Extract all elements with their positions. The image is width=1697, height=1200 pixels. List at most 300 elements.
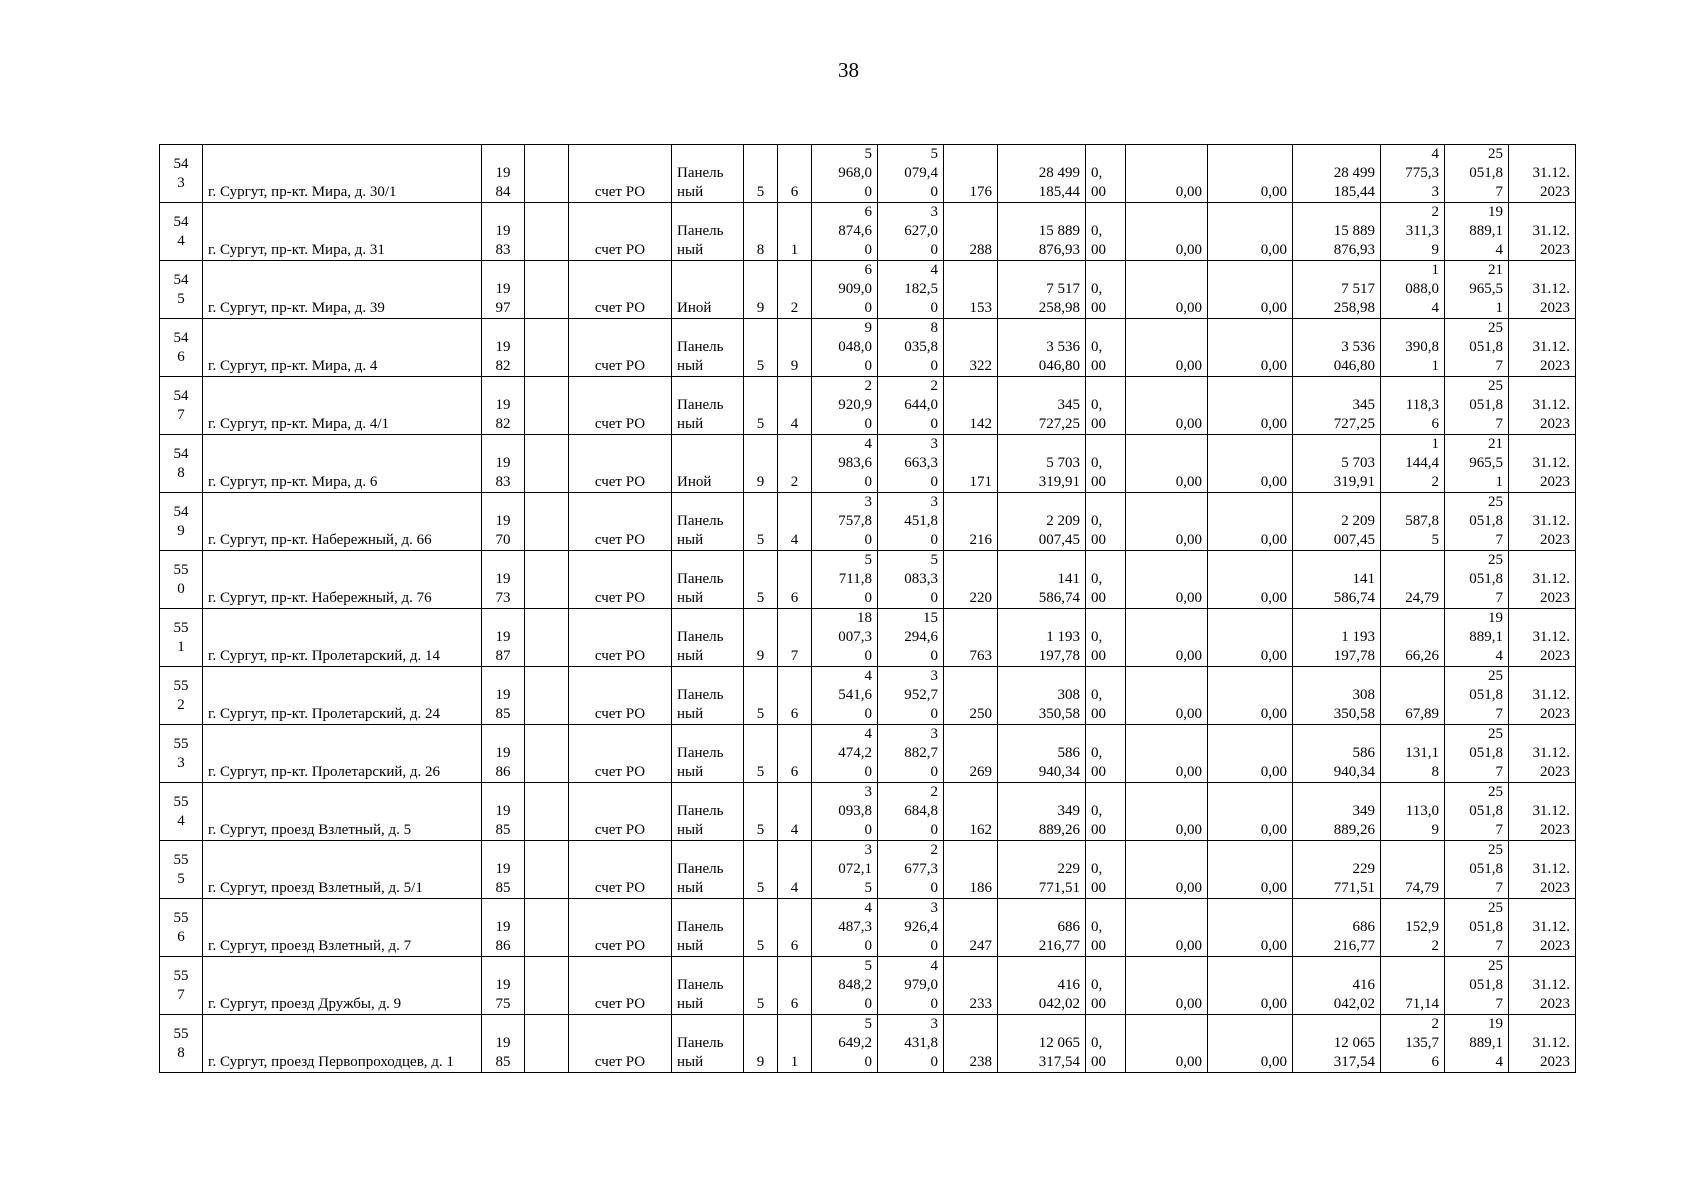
residents-cell: 250	[944, 667, 998, 725]
empty-cell	[525, 261, 569, 319]
year-cell: 19 83	[482, 203, 525, 261]
limit-cell: 25 051,8 7	[1445, 319, 1509, 377]
area-living-cell: 5 079,4 0	[878, 145, 944, 203]
area-total-cell: 3 757,8 0	[812, 493, 878, 551]
area-living-cell: 3 952,7 0	[878, 667, 944, 725]
floors-cell: 5	[744, 783, 778, 841]
cost-per-m2-cell: 2 311,3 9	[1381, 203, 1445, 261]
area-total-cell: 3 072,1 5	[812, 841, 878, 899]
cost-total-cell: 349 889,26	[998, 783, 1086, 841]
limit-cell: 25 051,8 7	[1445, 725, 1509, 783]
floors-cell: 9	[744, 609, 778, 667]
residents-cell: 186	[944, 841, 998, 899]
source-cell: счет РО	[569, 899, 672, 957]
cost-fund-cell: 416 042,02	[1293, 957, 1381, 1015]
date-cell: 31.12. 2023	[1509, 667, 1576, 725]
cost-per-m2-cell: 152,9 2	[1381, 899, 1445, 957]
cost-fund-cell: 15 889 876,93	[1293, 203, 1381, 261]
address-cell: г. Сургут, пр-кт. Набережный, д. 66	[203, 493, 482, 551]
row-number: 54 3	[160, 145, 203, 203]
limit-cell: 25 051,8 7	[1445, 377, 1509, 435]
row-number: 55 4	[160, 783, 203, 841]
col-b-cell: 0,00	[1126, 551, 1208, 609]
material-cell: Панель ный	[672, 145, 744, 203]
residents-cell: 171	[944, 435, 998, 493]
residents-cell: 176	[944, 145, 998, 203]
address-cell: г. Сургут, пр-кт. Мира, д. 31	[203, 203, 482, 261]
limit-cell: 25 051,8 7	[1445, 667, 1509, 725]
col-b-cell: 0,00	[1126, 899, 1208, 957]
col-a-cell: 0, 00	[1086, 203, 1126, 261]
year-cell: 19 85	[482, 783, 525, 841]
table-row	[160, 493, 1576, 551]
cost-fund-cell: 2 209 007,45	[1293, 493, 1381, 551]
table-row	[160, 435, 1576, 493]
col-a-cell: 0, 00	[1086, 1015, 1126, 1073]
page-number: 38	[838, 58, 859, 82]
col-c-cell: 0,00	[1208, 261, 1293, 319]
area-total-cell: 5 711,8 0	[812, 551, 878, 609]
area-living-cell: 3 431,8 0	[878, 1015, 944, 1073]
cost-total-cell: 416 042,02	[998, 957, 1086, 1015]
table-row	[160, 551, 1576, 609]
area-total-cell: 4 474,2 0	[812, 725, 878, 783]
entrances-cell: 4	[778, 377, 812, 435]
material-cell: Панель ный	[672, 609, 744, 667]
table-row	[160, 899, 1576, 957]
col-a-cell: 0, 00	[1086, 899, 1126, 957]
address-cell: г. Сургут, пр-кт. Мира, д. 39	[203, 261, 482, 319]
entrances-cell: 4	[778, 783, 812, 841]
material-cell: Панель ный	[672, 841, 744, 899]
col-a-cell: 0, 00	[1086, 725, 1126, 783]
col-c-cell: 0,00	[1208, 145, 1293, 203]
date-cell: 31.12. 2023	[1509, 203, 1576, 261]
col-c-cell: 0,00	[1208, 203, 1293, 261]
date-cell: 31.12. 2023	[1509, 261, 1576, 319]
entrances-cell: 6	[778, 551, 812, 609]
address-cell: г. Сургут, пр-кт. Пролетарский, д. 14	[203, 609, 482, 667]
area-total-cell: 5 848,2 0	[812, 957, 878, 1015]
address-cell: г. Сургут, пр-кт. Набережный, д. 76	[203, 551, 482, 609]
col-b-cell: 0,00	[1126, 609, 1208, 667]
source-cell: счет РО	[569, 261, 672, 319]
cost-total-cell: 686 216,77	[998, 899, 1086, 957]
cost-total-cell: 308 350,58	[998, 667, 1086, 725]
limit-cell: 21 965,5 1	[1445, 435, 1509, 493]
address-cell: г. Сургут, пр-кт. Пролетарский, д. 26	[203, 725, 482, 783]
col-c-cell: 0,00	[1208, 783, 1293, 841]
material-cell: Панель ный	[672, 899, 744, 957]
area-living-cell: 4 979,0 0	[878, 957, 944, 1015]
cost-per-m2-cell: 74,79	[1381, 841, 1445, 899]
cost-fund-cell: 141 586,74	[1293, 551, 1381, 609]
cost-per-m2-cell: 66,26	[1381, 609, 1445, 667]
cost-total-cell: 7 517 258,98	[998, 261, 1086, 319]
residents-cell: 288	[944, 203, 998, 261]
limit-cell: 25 051,8 7	[1445, 783, 1509, 841]
cost-fund-cell: 345 727,25	[1293, 377, 1381, 435]
cost-fund-cell: 308 350,58	[1293, 667, 1381, 725]
entrances-cell: 1	[778, 1015, 812, 1073]
col-b-cell: 0,00	[1126, 493, 1208, 551]
col-a-cell: 0, 00	[1086, 377, 1126, 435]
cost-per-m2-cell: 118,3 6	[1381, 377, 1445, 435]
col-b-cell: 0,00	[1126, 1015, 1208, 1073]
cost-fund-cell: 229 771,51	[1293, 841, 1381, 899]
entrances-cell: 6	[778, 145, 812, 203]
floors-cell: 8	[744, 203, 778, 261]
source-cell: счет РО	[569, 145, 672, 203]
material-cell: Панель ный	[672, 319, 744, 377]
date-cell: 31.12. 2023	[1509, 551, 1576, 609]
empty-cell	[525, 551, 569, 609]
residents-cell: 162	[944, 783, 998, 841]
floors-cell: 5	[744, 319, 778, 377]
table-row	[160, 783, 1576, 841]
area-total-cell: 18 007,3 0	[812, 609, 878, 667]
col-c-cell: 0,00	[1208, 551, 1293, 609]
material-cell: Панель ный	[672, 203, 744, 261]
cost-total-cell: 15 889 876,93	[998, 203, 1086, 261]
date-cell: 31.12. 2023	[1509, 841, 1576, 899]
entrances-cell: 6	[778, 725, 812, 783]
year-cell: 19 83	[482, 435, 525, 493]
entrances-cell: 9	[778, 319, 812, 377]
col-a-cell: 0, 00	[1086, 609, 1126, 667]
cost-per-m2-cell: 67,89	[1381, 667, 1445, 725]
source-cell: счет РО	[569, 667, 672, 725]
area-total-cell: 3 093,8 0	[812, 783, 878, 841]
limit-cell: 25 051,8 7	[1445, 957, 1509, 1015]
floors-cell: 9	[744, 435, 778, 493]
year-cell: 19 73	[482, 551, 525, 609]
material-cell: Панель ный	[672, 667, 744, 725]
cost-per-m2-cell: 113,0 9	[1381, 783, 1445, 841]
row-number: 54 5	[160, 261, 203, 319]
limit-cell: 25 051,8 7	[1445, 493, 1509, 551]
cost-per-m2-cell: 1 144,4 2	[1381, 435, 1445, 493]
col-c-cell: 0,00	[1208, 377, 1293, 435]
row-number: 54 9	[160, 493, 203, 551]
date-cell: 31.12. 2023	[1509, 377, 1576, 435]
date-cell: 31.12. 2023	[1509, 319, 1576, 377]
date-cell: 31.12. 2023	[1509, 145, 1576, 203]
limit-cell: 25 051,8 7	[1445, 145, 1509, 203]
limit-cell: 19 889,1 4	[1445, 609, 1509, 667]
area-total-cell: 2 920,9 0	[812, 377, 878, 435]
residents-cell: 322	[944, 319, 998, 377]
col-a-cell: 0, 00	[1086, 145, 1126, 203]
address-cell: г. Сургут, проезд Взлетный, д. 5	[203, 783, 482, 841]
col-b-cell: 0,00	[1126, 435, 1208, 493]
area-total-cell: 6 909,0 0	[812, 261, 878, 319]
floors-cell: 9	[744, 261, 778, 319]
area-living-cell: 3 926,4 0	[878, 899, 944, 957]
col-b-cell: 0,00	[1126, 667, 1208, 725]
year-cell: 19 75	[482, 957, 525, 1015]
address-cell: г. Сургут, проезд Первопроходцев, д. 1	[203, 1015, 482, 1073]
material-cell: Панель ный	[672, 493, 744, 551]
area-total-cell: 6 874,6 0	[812, 203, 878, 261]
table-row	[160, 725, 1576, 783]
area-total-cell: 4 983,6 0	[812, 435, 878, 493]
table-row	[160, 377, 1576, 435]
source-cell: счет РО	[569, 551, 672, 609]
entrances-cell: 6	[778, 667, 812, 725]
cost-fund-cell: 1 193 197,78	[1293, 609, 1381, 667]
cost-fund-cell: 5 703 319,91	[1293, 435, 1381, 493]
floors-cell: 9	[744, 1015, 778, 1073]
col-c-cell: 0,00	[1208, 1015, 1293, 1073]
cost-total-cell: 5 703 319,91	[998, 435, 1086, 493]
area-living-cell: 3 627,0 0	[878, 203, 944, 261]
row-number: 54 8	[160, 435, 203, 493]
entrances-cell: 2	[778, 261, 812, 319]
col-b-cell: 0,00	[1126, 377, 1208, 435]
residents-cell: 153	[944, 261, 998, 319]
row-number: 55 8	[160, 1015, 203, 1073]
cost-per-m2-cell: 131,1 8	[1381, 725, 1445, 783]
area-living-cell: 3 882,7 0	[878, 725, 944, 783]
address-cell: г. Сургут, пр-кт. Мира, д. 6	[203, 435, 482, 493]
empty-cell	[525, 493, 569, 551]
source-cell: счет РО	[569, 203, 672, 261]
cost-per-m2-cell: 2 135,7 6	[1381, 1015, 1445, 1073]
cost-total-cell: 345 727,25	[998, 377, 1086, 435]
row-number: 55 7	[160, 957, 203, 1015]
material-cell: Панель ный	[672, 551, 744, 609]
area-total-cell: 4 487,3 0	[812, 899, 878, 957]
residents-cell: 142	[944, 377, 998, 435]
area-living-cell: 2 644,0 0	[878, 377, 944, 435]
area-living-cell: 3 663,3 0	[878, 435, 944, 493]
source-cell: счет РО	[569, 435, 672, 493]
limit-cell: 25 051,8 7	[1445, 841, 1509, 899]
cost-total-cell: 586 940,34	[998, 725, 1086, 783]
area-living-cell: 2 677,3 0	[878, 841, 944, 899]
year-cell: 19 85	[482, 841, 525, 899]
empty-cell	[525, 1015, 569, 1073]
cost-fund-cell: 686 216,77	[1293, 899, 1381, 957]
year-cell: 19 97	[482, 261, 525, 319]
area-total-cell: 5 968,0 0	[812, 145, 878, 203]
residents-cell: 216	[944, 493, 998, 551]
residents-cell: 269	[944, 725, 998, 783]
source-cell: счет РО	[569, 725, 672, 783]
col-b-cell: 0,00	[1126, 261, 1208, 319]
empty-cell	[525, 145, 569, 203]
limit-cell: 25 051,8 7	[1445, 551, 1509, 609]
row-number: 55 3	[160, 725, 203, 783]
table-row	[160, 203, 1576, 261]
col-c-cell: 0,00	[1208, 841, 1293, 899]
col-a-cell: 0, 00	[1086, 841, 1126, 899]
date-cell: 31.12. 2023	[1509, 609, 1576, 667]
year-cell: 19 70	[482, 493, 525, 551]
floors-cell: 5	[744, 145, 778, 203]
cost-fund-cell: 12 065 317,54	[1293, 1015, 1381, 1073]
area-living-cell: 15 294,6 0	[878, 609, 944, 667]
material-cell: Иной	[672, 261, 744, 319]
empty-cell	[525, 319, 569, 377]
residents-cell: 238	[944, 1015, 998, 1073]
floors-cell: 5	[744, 493, 778, 551]
material-cell: Панель ный	[672, 783, 744, 841]
row-number: 55 6	[160, 899, 203, 957]
residents-cell: 233	[944, 957, 998, 1015]
row-number: 54 4	[160, 203, 203, 261]
cost-per-m2-cell: 587,8 5	[1381, 493, 1445, 551]
table-row	[160, 1015, 1576, 1073]
date-cell: 31.12. 2023	[1509, 1015, 1576, 1073]
table-row	[160, 841, 1576, 899]
source-cell: счет РО	[569, 783, 672, 841]
address-cell: г. Сургут, пр-кт. Пролетарский, д. 24	[203, 667, 482, 725]
address-cell: г. Сургут, пр-кт. Мира, д. 30/1	[203, 145, 482, 203]
residents-cell: 220	[944, 551, 998, 609]
year-cell: 19 86	[482, 899, 525, 957]
floors-cell: 5	[744, 957, 778, 1015]
cost-total-cell: 1 193 197,78	[998, 609, 1086, 667]
year-cell: 19 87	[482, 609, 525, 667]
empty-cell	[525, 783, 569, 841]
data-table	[159, 144, 1576, 1073]
col-a-cell: 0, 00	[1086, 783, 1126, 841]
source-cell: счет РО	[569, 609, 672, 667]
col-b-cell: 0,00	[1126, 957, 1208, 1015]
empty-cell	[525, 899, 569, 957]
material-cell: Панель ный	[672, 1015, 744, 1073]
row-number: 54 6	[160, 319, 203, 377]
cost-per-m2-cell: 24,79	[1381, 551, 1445, 609]
material-cell: Иной	[672, 435, 744, 493]
cost-total-cell: 141 586,74	[998, 551, 1086, 609]
empty-cell	[525, 435, 569, 493]
entrances-cell: 7	[778, 609, 812, 667]
floors-cell: 5	[744, 551, 778, 609]
table-row	[160, 609, 1576, 667]
source-cell: счет РО	[569, 841, 672, 899]
row-number: 54 7	[160, 377, 203, 435]
floors-cell: 5	[744, 899, 778, 957]
col-a-cell: 0, 00	[1086, 319, 1126, 377]
cost-total-cell: 2 209 007,45	[998, 493, 1086, 551]
col-b-cell: 0,00	[1126, 783, 1208, 841]
limit-cell: 19 889,1 4	[1445, 203, 1509, 261]
source-cell: счет РО	[569, 377, 672, 435]
empty-cell	[525, 203, 569, 261]
limit-cell: 19 889,1 4	[1445, 1015, 1509, 1073]
year-cell: 19 82	[482, 319, 525, 377]
table-row	[160, 145, 1576, 203]
material-cell: Панель ный	[672, 957, 744, 1015]
col-c-cell: 0,00	[1208, 609, 1293, 667]
table-row	[160, 319, 1576, 377]
area-total-cell: 9 048,0 0	[812, 319, 878, 377]
col-c-cell: 0,00	[1208, 899, 1293, 957]
address-cell: г. Сургут, пр-кт. Мира, д. 4/1	[203, 377, 482, 435]
col-b-cell: 0,00	[1126, 725, 1208, 783]
col-c-cell: 0,00	[1208, 957, 1293, 1015]
cost-fund-cell: 3 536 046,80	[1293, 319, 1381, 377]
area-total-cell: 5 649,2 0	[812, 1015, 878, 1073]
material-cell: Панель ный	[672, 725, 744, 783]
floors-cell: 5	[744, 725, 778, 783]
residents-cell: 247	[944, 899, 998, 957]
col-c-cell: 0,00	[1208, 667, 1293, 725]
source-cell: счет РО	[569, 957, 672, 1015]
date-cell: 31.12. 2023	[1509, 957, 1576, 1015]
limit-cell: 21 965,5 1	[1445, 261, 1509, 319]
date-cell: 31.12. 2023	[1509, 899, 1576, 957]
row-number: 55 2	[160, 667, 203, 725]
year-cell: 19 84	[482, 145, 525, 203]
cost-total-cell: 3 536 046,80	[998, 319, 1086, 377]
cost-fund-cell: 7 517 258,98	[1293, 261, 1381, 319]
empty-cell	[525, 667, 569, 725]
source-cell: счет РО	[569, 319, 672, 377]
empty-cell	[525, 725, 569, 783]
entrances-cell: 4	[778, 841, 812, 899]
col-a-cell: 0, 00	[1086, 551, 1126, 609]
empty-cell	[525, 377, 569, 435]
col-c-cell: 0,00	[1208, 435, 1293, 493]
empty-cell	[525, 609, 569, 667]
cost-total-cell: 12 065 317,54	[998, 1015, 1086, 1073]
address-cell: г. Сургут, проезд Дружбы, д. 9	[203, 957, 482, 1015]
area-living-cell: 3 451,8 0	[878, 493, 944, 551]
entrances-cell: 2	[778, 435, 812, 493]
area-total-cell: 4 541,6 0	[812, 667, 878, 725]
floors-cell: 5	[744, 667, 778, 725]
col-c-cell: 0,00	[1208, 493, 1293, 551]
col-a-cell: 0, 00	[1086, 957, 1126, 1015]
year-cell: 19 85	[482, 1015, 525, 1073]
table-row	[160, 957, 1576, 1015]
col-b-cell: 0,00	[1126, 319, 1208, 377]
limit-cell: 25 051,8 7	[1445, 899, 1509, 957]
row-number: 55 5	[160, 841, 203, 899]
row-number: 55 1	[160, 609, 203, 667]
entrances-cell: 4	[778, 493, 812, 551]
date-cell: 31.12. 2023	[1509, 493, 1576, 551]
entrances-cell: 6	[778, 957, 812, 1015]
date-cell: 31.12. 2023	[1509, 725, 1576, 783]
floors-cell: 5	[744, 377, 778, 435]
cost-total-cell: 229 771,51	[998, 841, 1086, 899]
address-cell: г. Сургут, проезд Взлетный, д. 5/1	[203, 841, 482, 899]
address-cell: г. Сургут, проезд Взлетный, д. 7	[203, 899, 482, 957]
source-cell: счет РО	[569, 1015, 672, 1073]
col-a-cell: 0, 00	[1086, 667, 1126, 725]
source-cell: счет РО	[569, 493, 672, 551]
material-cell: Панель ный	[672, 377, 744, 435]
cost-per-m2-cell: 1 088,0 4	[1381, 261, 1445, 319]
row-number: 55 0	[160, 551, 203, 609]
empty-cell	[525, 957, 569, 1015]
floors-cell: 5	[744, 841, 778, 899]
address-cell: г. Сургут, пр-кт. Мира, д. 4	[203, 319, 482, 377]
cost-total-cell: 28 499 185,44	[998, 145, 1086, 203]
date-cell: 31.12. 2023	[1509, 435, 1576, 493]
cost-fund-cell: 349 889,26	[1293, 783, 1381, 841]
entrances-cell: 6	[778, 899, 812, 957]
entrances-cell: 1	[778, 203, 812, 261]
cost-fund-cell: 586 940,34	[1293, 725, 1381, 783]
area-living-cell: 8 035,8 0	[878, 319, 944, 377]
area-living-cell: 5 083,3 0	[878, 551, 944, 609]
